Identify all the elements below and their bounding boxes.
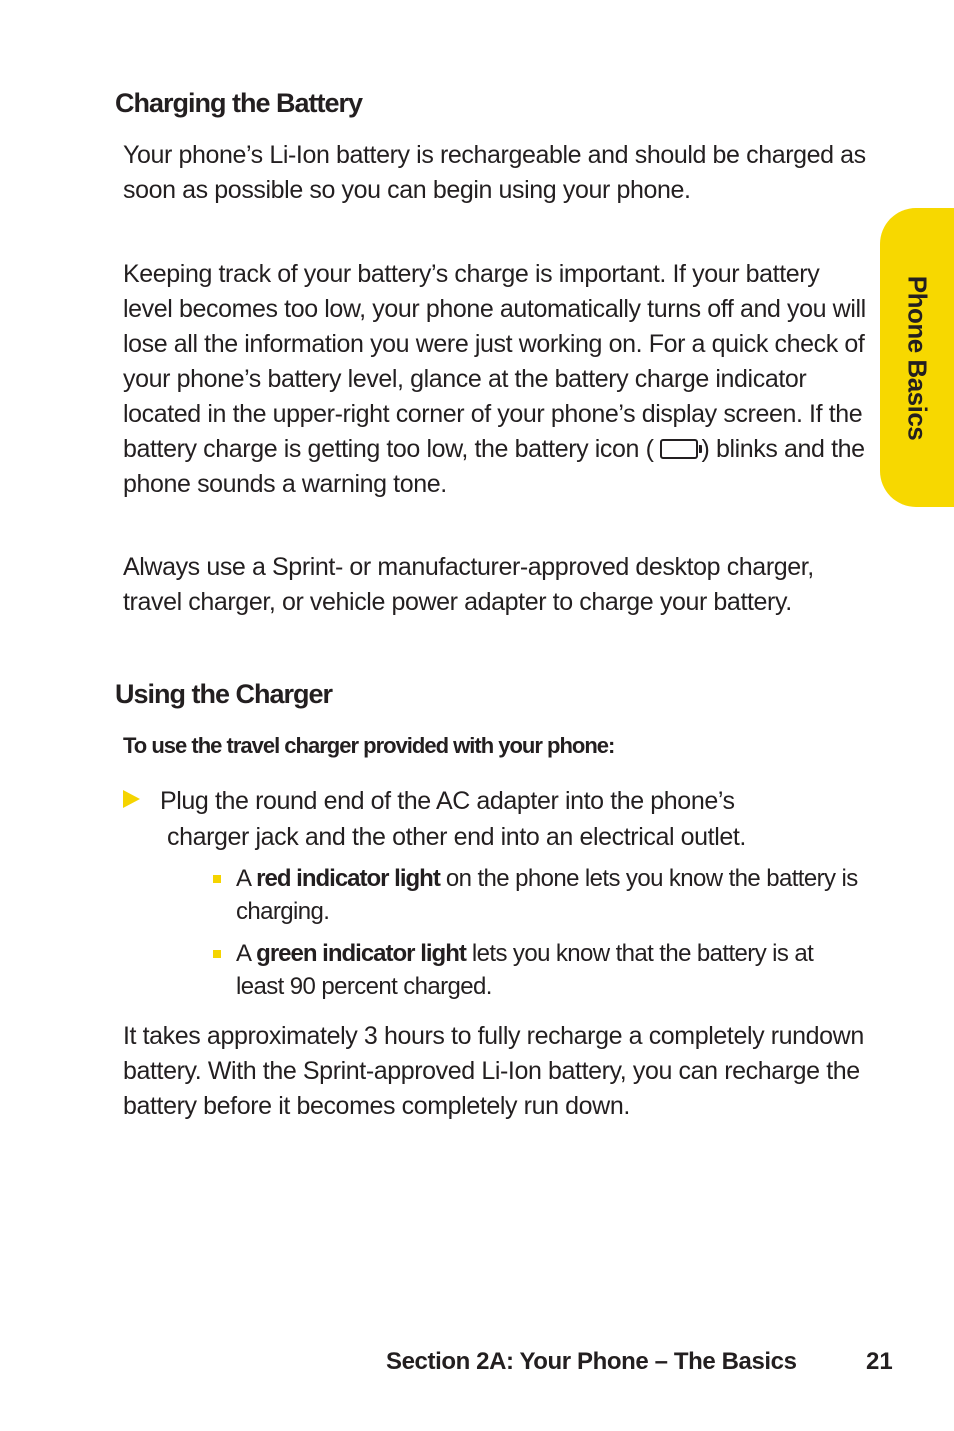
battery-icon	[660, 439, 698, 459]
triangle-arrow-icon	[123, 790, 140, 808]
side-tab	[880, 208, 954, 507]
paragraph-battery-level	[123, 257, 868, 502]
square-bullet-icon	[213, 950, 221, 958]
paragraph-recharge-time: It takes approximately 3 hours to fully recharge a completely rundown battery. With the Sprint-approved Li-Ion battery, you can recharge the battery before it becomes completely run down.	[123, 1022, 864, 1120]
paragraph-battery-level-text-1: Keeping track of your battery’s charge is important. If your battery level becomes too low, your phone automatically turns off and you will lose all the information you were just working on. For a quick check of your phone’s battery level, glance at the battery charge indicator located in the upper-right corner of your phone’s display screen. If the battery charge is getting too low, the battery icon (	[123, 260, 866, 463]
paragraph-approved-charger: Always use a Sprint- or manufacturer-approved desktop charger, travel charger, or vehicle power adapter to charge your battery.	[123, 553, 814, 616]
instruction-travel-charger: To use the travel charger provided with your phone:	[123, 733, 615, 758]
step-plug-adapter	[160, 783, 860, 855]
paragraph-battery-level-text-2: ) blinks and the phone sounds a warning tone.	[123, 435, 865, 498]
bullet-red-prefix: A	[236, 865, 257, 892]
bullet-red-rest: on the phone lets you know the battery is charging.	[236, 865, 858, 925]
heading-charging-the-battery: Charging the Battery	[115, 88, 363, 118]
square-bullet-icon	[213, 875, 221, 883]
paragraph-battery-intro: Your phone’s Li-Ion battery is rechargeable and should be charged as soon as possible so you can begin using your phone.	[123, 141, 866, 204]
page-number: 21	[866, 1348, 893, 1375]
side-tab-label: Phone Basics	[902, 275, 933, 440]
bullet-green-bold: green indicator light	[256, 940, 466, 967]
heading-using-the-charger: Using the Charger	[115, 679, 333, 709]
bullet-green-rest: lets you know that the battery is at least 90 percent charged.	[236, 940, 814, 1000]
bullet-green-indicator	[236, 937, 866, 1003]
step-line-2: charger jack and the other end into an electrical outlet.	[167, 823, 746, 851]
bullet-green-prefix: A	[236, 940, 257, 967]
footer-section-title: Section 2A: Your Phone – The Basics	[386, 1348, 797, 1375]
bullet-red-indicator	[236, 862, 866, 928]
bullet-red-bold: red indicator light	[256, 865, 440, 892]
step-line-1: Plug the round end of the AC adapter into the phone’s	[160, 787, 735, 815]
